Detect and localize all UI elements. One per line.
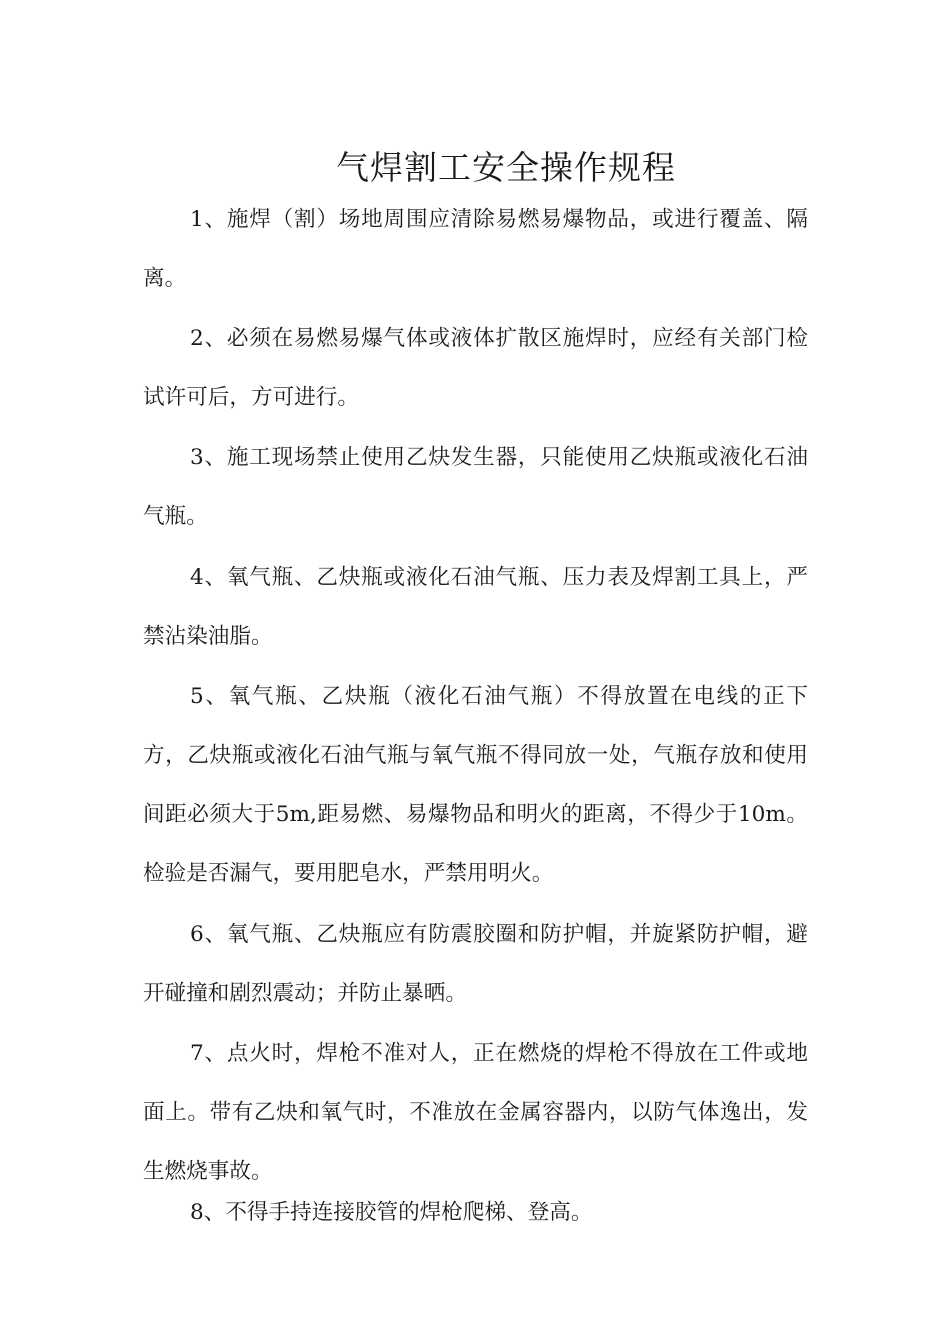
rule-item-2: 2、必须在易燃易爆气体或液体扩散区施焊时，应经有关部门检试许可后，方可进行。 <box>143 326 808 410</box>
rule-item-8: 8、不得手持连接胶管的焊枪爬梯、登高。 <box>190 1200 593 1225</box>
rule-item-1: 1、施焊（割）场地周围应清除易燃易爆物品，或进行覆盖、隔离。 <box>143 207 808 291</box>
rule-item-6: 6、氧气瓶、乙炔瓶应有防震胶圈和防护帽，并旋紧防护帽，避开碰撞和剧烈震动；并防止暴晒。 <box>143 922 808 1006</box>
rule-item-4: 4、氧气瓶、乙炔瓶或液化石油气瓶、压力表及焊割工具上，严禁沾染油脂。 <box>143 565 808 649</box>
rule-item-5: 5、氧气瓶、乙炔瓶（液化石油气瓶）不得放置在电线的正下方，乙炔瓶或液化石油气瓶与氧气瓶不得同放一处，气瓶存放和使用间距必须大于5m,距易燃、易爆物品和明火的距离，不得少于10m。检验是否漏气，要用肥皂水，严禁用明火。 <box>143 684 808 886</box>
rule-item-7: 7、点火时，焊枪不准对人，正在燃烧的焊枪不得放在工件或地面上。带有乙炔和氧气时，不准放在金属容器内，以防气体逸出，发生燃烧事故。 <box>143 1041 808 1184</box>
page-title: 气焊割工安全操作规程 <box>336 148 676 188</box>
rule-item-3: 3、施工现场禁止使用乙炔发生器，只能使用乙炔瓶或液化石油气瓶。 <box>143 445 808 529</box>
